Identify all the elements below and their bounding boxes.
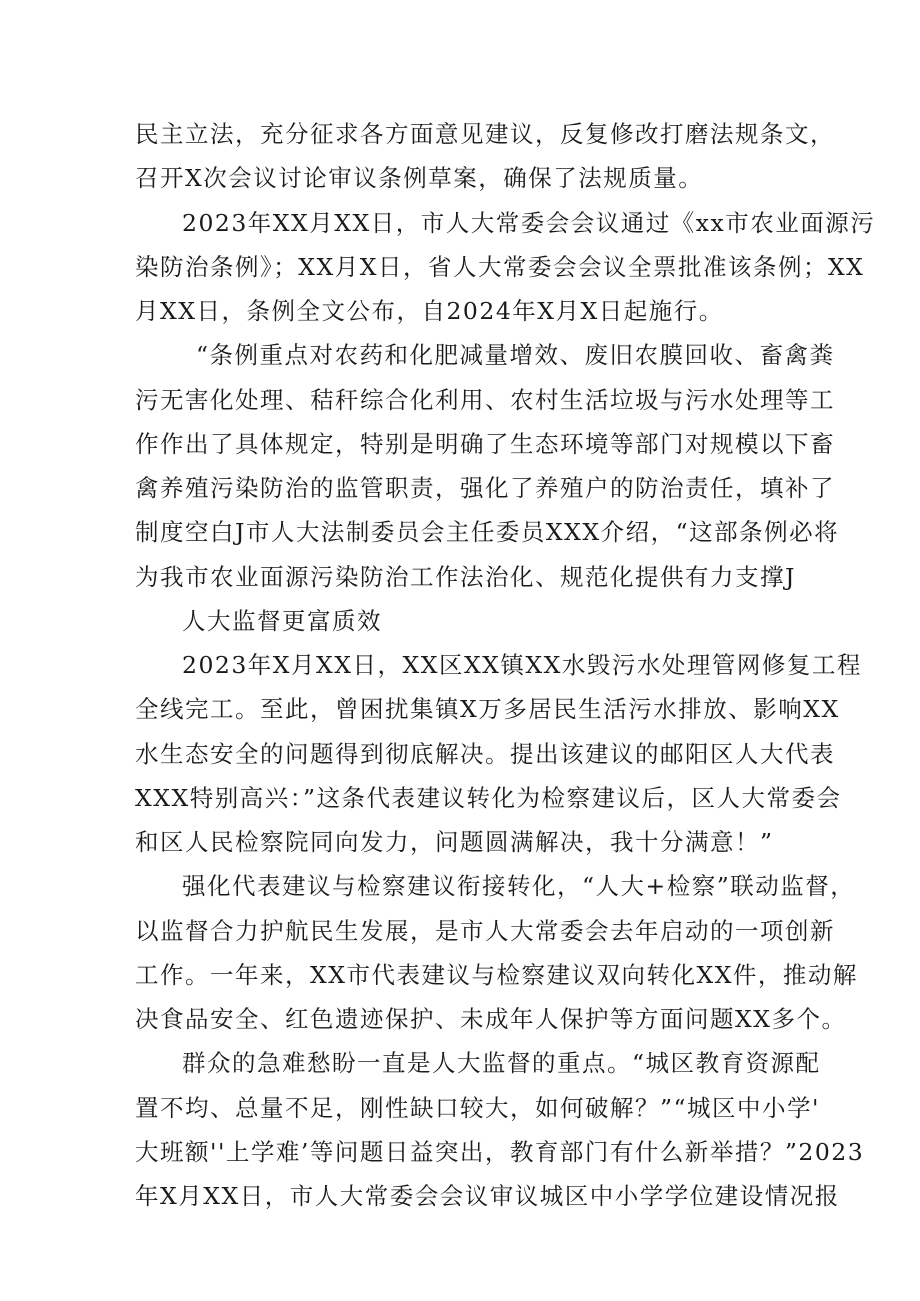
text-line: 染防治条例》；XX月X日，省人大常委会会议全票批准该条例；XX [135,253,865,281]
text-line: 2023年X月XX日，XX区XX镇XX水毁污水处理管网修复工程 [182,651,862,679]
text-line: “条例重点对农药和化肥减量增效、废旧农膜回收、畜禽粪 [196,341,835,369]
text-line: 群众的急难愁盼一直是人大监督的重点。“城区教育资源配 [182,1049,821,1077]
text-line: 民主立法，充分征求各方面意见建议，反复修改打磨法规条文， [135,120,835,148]
text-line: XXX特别高兴：”这条代表建议转化为检察建议后，区人大常委会 [135,784,842,812]
text-line: 工作。一年来，XX市代表建议与检察建议双向转化XX件，推动解 [135,961,858,989]
text-line: 2023年XX月XX日，市人大常委会会议通过《xx市农业面源污 [182,209,876,237]
text-line: 和区人民检察院同向发力，问题圆满解决，我十分满意！” [135,828,774,856]
text-line: 作作出了具体规定，特别是明确了生态环境等部门对规模以下畜 [135,430,835,458]
text-line: 水生态安全的问题得到彻底解决。提出该建议的邮阳区人大代表 [135,740,835,768]
text-line: 年X月XX日，市人大常委会会议审议城区中小学学位建设情况报 [135,1182,840,1210]
text-line: 大班额''上学难’等问题日益突出，教育部门有什么新举措？”2023 [135,1138,865,1166]
text-line: 置不均、总量不足，刚性缺口较大，如何破解？”“城区中小学' [135,1094,820,1122]
text-line: 以监督合力护航民生发展，是市人大常委会去年启动的一项创新 [135,917,835,945]
text-line: 为我市农业面源污染防治工作法治化、规范化提供有力支撑J [135,563,796,591]
text-line: 污无害化处理、秸秆综合化利用、农村生活垃圾与污水处理等工 [135,386,835,414]
text-line: 制度空白J市人大法制委员会主任委员XXX介绍，“这部条例必将 [135,518,840,546]
section-heading: 人大监督更富质效 [182,607,382,635]
text-line: 强化代表建议与检察建议衔接转化，“人大+检察”联动监督， [182,872,856,900]
text-line: 召开X次会议讨论审议条例草案，确保了法规质量。 [135,164,704,192]
text-line: 月XX日，条例全文公布，自2024年X月X日起施行。 [135,297,724,325]
text-line: 全线完工。至此，曾困扰集镇X万多居民生活污水排放、影响XX [135,695,840,723]
text-line: 决食品安全、红色遗迹保护、未成年人保护等方面问题XX多个。 [135,1005,847,1033]
text-line: 禽养殖污染防治的监管职责，强化了养殖户的防治责任，填补了 [135,474,835,502]
